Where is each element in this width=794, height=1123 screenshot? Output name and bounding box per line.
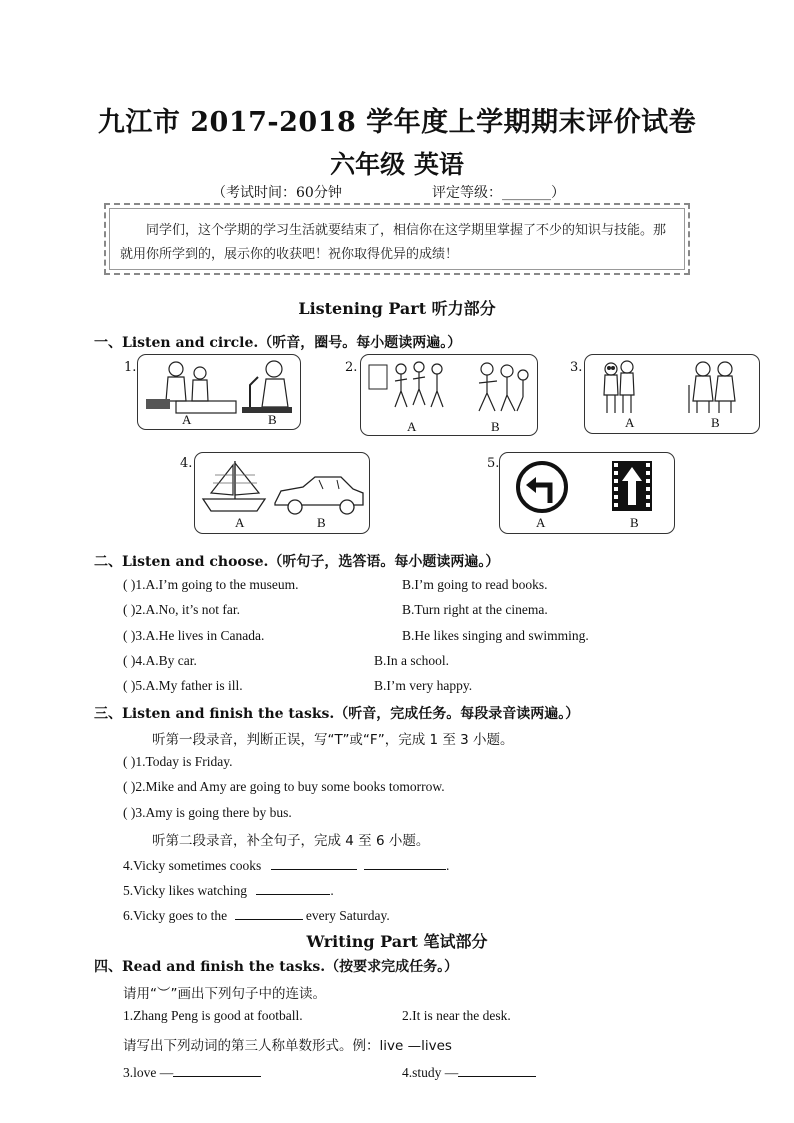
s4-q3-blank[interactable] [173,1063,261,1077]
s2-q2-b: B.Turn right at the cinema. [402,602,548,617]
q5-number: 5. [487,456,500,471]
writing-part-title: Writing Part 笔试部分 [306,932,488,951]
s3-q6-text-end: every Saturday. [305,908,390,923]
q4-option-a: A [235,515,245,530]
q1-number: 1. [124,360,137,375]
q3-option-b: B [711,415,720,430]
page-subtitle: 六年级 英语 [330,150,464,179]
q1-picture-box [137,354,301,430]
s4-q4 [402,1063,536,1081]
s3-q5-text: 5.Vicky likes watching [123,883,248,898]
q3-picture-box [584,354,760,434]
s3-q5: 5.Vicky likes watching . [123,883,334,898]
s3-q4: 4.Vicky sometimes cooks . [123,858,450,873]
q2-illustration [361,355,537,435]
s3-q5-blank[interactable] [256,881,330,895]
s3-q4-text: 4.Vicky sometimes cooks [123,858,262,873]
s2-q4-a: ( )4.A.By car. [123,653,197,668]
listening-part-title: Listening Part 听力部分 [298,299,496,318]
s2-q1-b: B.I’m going to read books. [402,577,548,592]
s4-instruction-2: 请写出下列动词的第三人称单数形式。例：live —lives [123,1038,452,1054]
q2-option-a: A [407,419,417,434]
q5-option-a: A [536,515,546,530]
s3-instruction-2: 听第二段录音，补全句子，完成 4 至 6 小题。 [152,833,430,849]
s4-q3-text: 3.love — [123,1065,174,1080]
s2-q3-a: ( )3.A.He lives in Canada. [123,628,265,643]
q4-number: 4. [180,456,193,471]
s3-instruction-1: 听第一段录音，判断正误，写“T”或“F”，完成 1 至 3 小题。 [152,732,514,748]
section3-heading: 三、Listen and finish the tasks.（听音，完成任务。每段录音读两遍。） [94,706,580,722]
exam-time: （考试时间：60分钟 [212,185,342,201]
s3-q6 [123,906,390,924]
grade-field: 评定等级：_______） [432,185,565,201]
q5-option-b: B [630,515,639,530]
s2-q3-b: B.He likes singing and swimming. [402,628,589,643]
q4-option-b: B [317,515,326,530]
s4-instruction-1: 请用“︶”画出下列句子中的连读。 [123,986,326,1002]
s2-q2-a: ( )2.A.No, it’s not far. [123,602,240,617]
s3-q4-blank-2[interactable] [364,856,446,870]
q5-illustration [500,453,674,533]
section1-heading: 一、Listen and circle.（听音，圈号。每小题读两遍。） [94,335,462,351]
notice-text: 同学们，这个学期的学习生活就要结束了，相信你在这学期里掌握了不少的知识与技能。那就用你所学到的，展示你的收获吧！祝你取得优异的成绩！ [120,223,667,262]
q3-number: 3. [570,360,583,375]
s4-q3 [123,1063,261,1081]
s3-tf-2: ( )2.Mike and Amy are going to buy some books tomorrow. [123,779,445,794]
q1-option-b: B [268,412,277,427]
q4-picture-box [194,452,370,534]
s4-sentence-2: 2.It is near the desk. [402,1008,511,1023]
page-title: 九江市 2017-2018 学年度上学期期末评价试卷 [97,107,697,138]
section2-heading: 二、Listen and choose.（听句子，选答语。每小题读两遍。） [94,554,500,570]
s3-tf-3: ( )3.Amy is going there by bus. [123,805,292,820]
section4-heading: 四、Read and finish the tasks.（按要求完成任务。） [94,959,459,975]
s3-q6-text: 6.Vicky goes to the [123,908,228,923]
notice-box [104,203,690,275]
q5-picture-box [499,452,675,534]
s3-q4-blank-1[interactable] [271,856,357,870]
q2-picture-box [360,354,538,436]
s2-q5-b: B.I’m very happy. [374,678,473,693]
s4-q4-text: 4.study — [402,1065,459,1080]
s4-q4-blank[interactable] [458,1063,536,1077]
q2-number: 2. [345,360,358,375]
s3-q6-blank[interactable] [235,906,303,920]
s2-q1-a: ( )1.A.I’m going to the museum. [123,577,299,592]
s2-q4-b: B.In a school. [374,653,449,668]
q3-option-a: A [625,415,635,430]
s2-q5-a: ( )5.A.My father is ill. [123,678,243,693]
q4-illustration [195,453,369,533]
q3-illustration [585,355,759,433]
q2-option-b: B [491,419,500,434]
s4-sentence-1: 1.Zhang Peng is good at football. [123,1008,303,1023]
q1-option-a: A [182,412,192,427]
s3-tf-1: ( )1.Today is Friday. [123,754,233,769]
